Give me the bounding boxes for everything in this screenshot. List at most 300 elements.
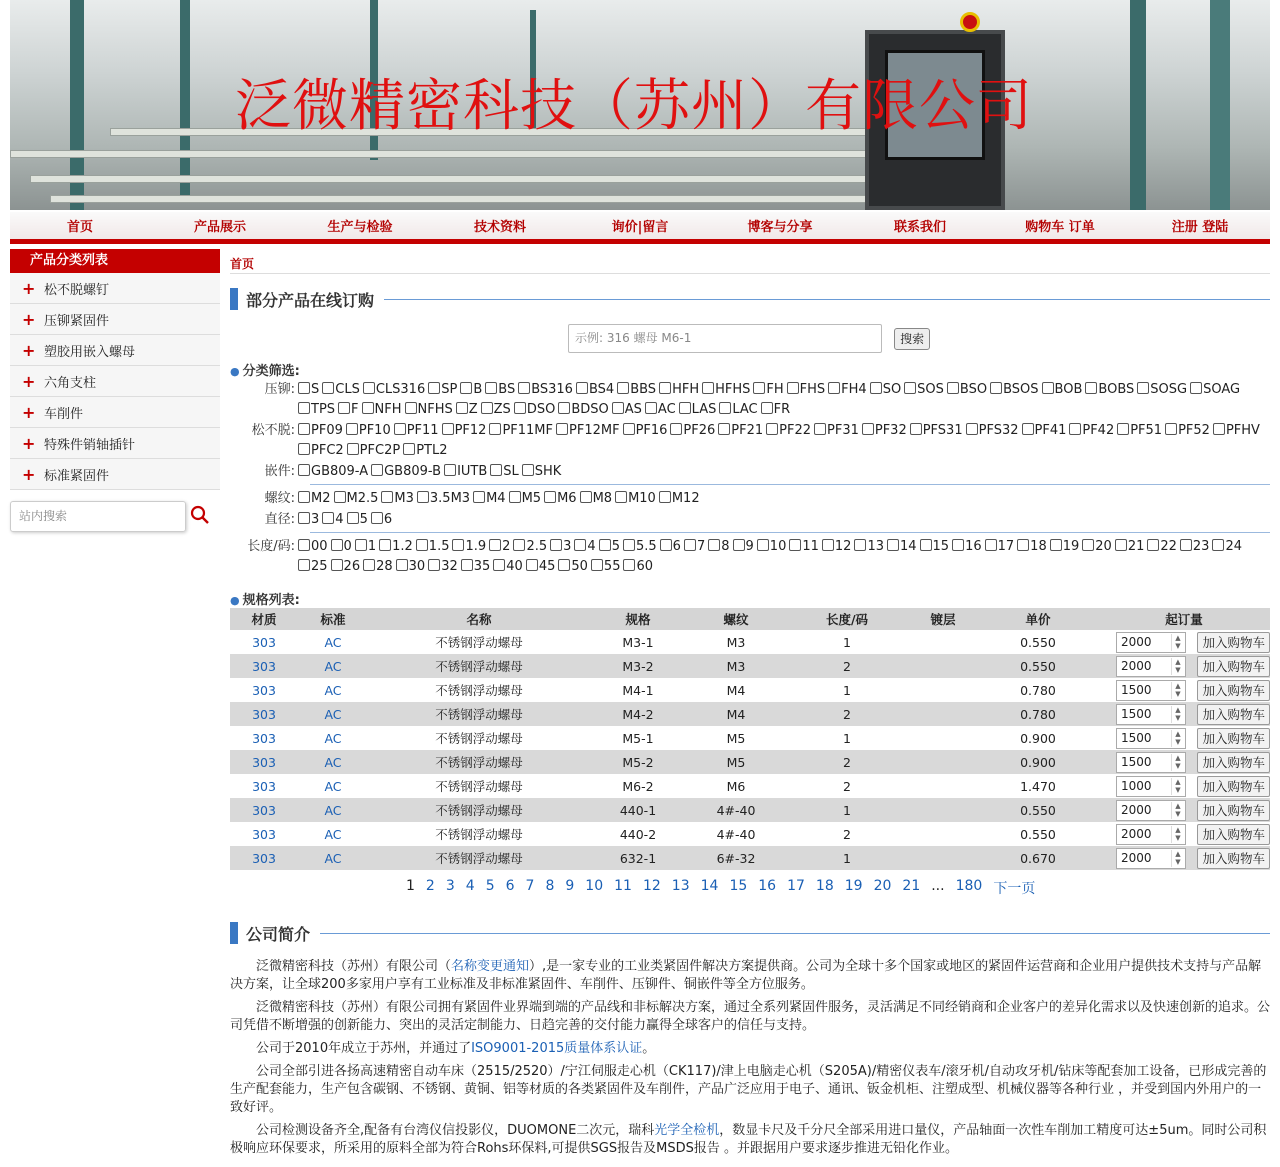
filter-option[interactable] xyxy=(428,557,458,577)
checkbox[interactable] xyxy=(719,402,731,414)
iso-cert-link[interactable]: ISO9001-2015质量体系认证 xyxy=(471,1041,643,1056)
page-link[interactable]: 11 xyxy=(614,878,632,894)
filter-option[interactable] xyxy=(456,400,478,420)
filter-option[interactable] xyxy=(814,421,859,441)
filter-option[interactable] xyxy=(1212,537,1242,557)
stepper-arrows-icon[interactable]: ▲ ▼ xyxy=(1171,778,1184,795)
page-link[interactable]: 2 xyxy=(425,878,435,894)
checkbox[interactable] xyxy=(1017,539,1029,551)
checkbox[interactable] xyxy=(659,491,671,503)
quantity-stepper[interactable] xyxy=(1116,752,1186,773)
checkbox[interactable] xyxy=(862,423,874,435)
add-to-cart-button[interactable]: 加入购物车 xyxy=(1197,752,1270,773)
filter-option[interactable] xyxy=(442,421,487,441)
checkbox[interactable] xyxy=(485,382,497,394)
product-search-button[interactable]: 搜索 xyxy=(894,328,930,350)
stepper-arrows-icon[interactable]: ▲ ▼ xyxy=(1171,802,1184,819)
filter-option[interactable] xyxy=(379,537,413,557)
checkbox[interactable] xyxy=(298,464,310,476)
filter-option[interactable] xyxy=(509,489,542,509)
quantity-stepper[interactable] xyxy=(1116,680,1186,701)
checkbox[interactable] xyxy=(331,539,343,551)
checkbox[interactable] xyxy=(1117,423,1129,435)
page-link[interactable]: 20 xyxy=(873,878,892,894)
checkbox[interactable] xyxy=(362,402,374,414)
checkbox[interactable] xyxy=(298,402,310,414)
checkbox[interactable] xyxy=(403,443,415,455)
filter-option[interactable] xyxy=(460,380,482,400)
filter-option[interactable] xyxy=(1082,537,1112,557)
filter-option[interactable] xyxy=(298,489,331,509)
material-link[interactable]: 303 xyxy=(252,682,276,698)
checkbox[interactable] xyxy=(623,559,635,571)
sidebar-category-item[interactable] xyxy=(10,459,220,490)
filter-option[interactable] xyxy=(452,537,486,557)
filter-option[interactable] xyxy=(405,400,453,420)
page-link[interactable]: 10 xyxy=(585,878,604,894)
checkbox[interactable] xyxy=(363,382,375,394)
filter-option[interactable] xyxy=(363,557,393,577)
nav-item[interactable]: 生产与检验 xyxy=(327,220,393,235)
nav-item[interactable]: 联系我们 xyxy=(893,220,946,235)
checkbox[interactable] xyxy=(416,539,428,551)
filter-option[interactable] xyxy=(489,421,553,441)
material-link[interactable]: 303 xyxy=(252,634,276,650)
checkbox[interactable] xyxy=(550,539,562,551)
filter-option[interactable] xyxy=(757,537,787,557)
filter-option[interactable] xyxy=(513,537,547,557)
filter-option[interactable] xyxy=(298,557,328,577)
filter-option[interactable] xyxy=(417,489,470,509)
filter-option[interactable] xyxy=(298,400,335,420)
filter-option[interactable] xyxy=(904,380,944,400)
sidebar-category-item[interactable] xyxy=(10,273,220,304)
checkbox[interactable] xyxy=(556,423,568,435)
add-to-cart-button[interactable]: 加入购物车 xyxy=(1197,632,1270,653)
sidebar-category-item[interactable] xyxy=(10,335,220,366)
filter-option[interactable] xyxy=(617,380,656,400)
filter-option[interactable] xyxy=(580,489,613,509)
checkbox[interactable] xyxy=(526,559,538,571)
stepper-arrows-icon[interactable]: ▲ ▼ xyxy=(1171,730,1184,747)
checkbox[interactable] xyxy=(428,559,440,571)
checkbox[interactable] xyxy=(623,423,635,435)
page-link[interactable]: 15 xyxy=(729,878,748,894)
checkbox[interactable] xyxy=(338,402,350,414)
filter-option[interactable] xyxy=(910,421,963,441)
filter-option[interactable] xyxy=(331,537,352,557)
checkbox[interactable] xyxy=(623,539,635,551)
stepper-arrows-icon[interactable]: ▲ ▼ xyxy=(1171,754,1184,771)
checkbox[interactable] xyxy=(346,423,358,435)
filter-option[interactable] xyxy=(363,380,425,400)
filter-option[interactable] xyxy=(576,380,614,400)
filter-option[interactable] xyxy=(947,380,987,400)
rename-notice-link[interactable]: 名称变更通知 xyxy=(451,959,530,974)
checkbox[interactable] xyxy=(518,382,530,394)
filter-option[interactable] xyxy=(490,462,519,482)
filter-option[interactable] xyxy=(493,557,523,577)
add-to-cart-button[interactable]: 加入购物车 xyxy=(1197,800,1270,821)
sidebar-category-item[interactable] xyxy=(10,304,220,335)
checkbox[interactable] xyxy=(1165,423,1177,435)
page-link[interactable]: 16 xyxy=(758,878,777,894)
checkbox[interactable] xyxy=(371,464,383,476)
checkbox[interactable] xyxy=(544,491,556,503)
checkbox[interactable] xyxy=(757,539,769,551)
filter-option[interactable] xyxy=(761,400,791,420)
checkbox[interactable] xyxy=(645,402,657,414)
filter-option[interactable] xyxy=(298,380,319,400)
filter-option[interactable] xyxy=(1042,380,1083,400)
checkbox[interactable] xyxy=(298,512,310,524)
filter-option[interactable] xyxy=(347,510,368,530)
filter-option[interactable] xyxy=(862,421,907,441)
standard-link[interactable]: AC xyxy=(324,682,342,698)
checkbox[interactable] xyxy=(490,464,502,476)
checkbox[interactable] xyxy=(1212,539,1224,551)
checkbox[interactable] xyxy=(985,539,997,551)
checkbox[interactable] xyxy=(347,443,359,455)
checkbox[interactable] xyxy=(1085,382,1097,394)
checkbox[interactable] xyxy=(966,423,978,435)
checkbox[interactable] xyxy=(854,539,866,551)
add-to-cart-button[interactable]: 加入购物车 xyxy=(1197,776,1270,797)
standard-link[interactable]: AC xyxy=(324,634,342,650)
page-link[interactable]: 18 xyxy=(815,878,834,894)
filter-option[interactable] xyxy=(612,400,642,420)
filter-option[interactable] xyxy=(334,489,379,509)
checkbox[interactable] xyxy=(355,539,367,551)
filter-option[interactable] xyxy=(990,380,1038,400)
filter-option[interactable] xyxy=(355,537,376,557)
checkbox[interactable] xyxy=(513,539,525,551)
filter-option[interactable] xyxy=(615,489,656,509)
filter-option[interactable] xyxy=(331,557,361,577)
nav-item[interactable]: 注册 登陆 xyxy=(1171,220,1229,235)
checkbox[interactable] xyxy=(920,539,932,551)
checkbox[interactable] xyxy=(659,382,671,394)
checkbox[interactable] xyxy=(828,382,840,394)
checkbox[interactable] xyxy=(1213,423,1225,435)
filter-option[interactable] xyxy=(381,489,414,509)
filter-option[interactable] xyxy=(887,537,917,557)
page-link[interactable]: 17 xyxy=(787,878,805,894)
checkbox[interactable] xyxy=(599,539,611,551)
standard-link[interactable]: AC xyxy=(324,778,342,794)
add-to-cart-button[interactable]: 加入购物车 xyxy=(1197,824,1270,845)
checkbox[interactable] xyxy=(363,559,375,571)
add-to-cart-button[interactable]: 加入购物车 xyxy=(1197,704,1270,725)
checkbox[interactable] xyxy=(702,382,714,394)
filter-option[interactable] xyxy=(1085,380,1134,400)
filter-option[interactable] xyxy=(322,510,343,530)
checkbox[interactable] xyxy=(814,423,826,435)
quantity-stepper[interactable] xyxy=(1116,632,1186,653)
checkbox[interactable] xyxy=(1137,382,1149,394)
filter-option[interactable] xyxy=(489,537,510,557)
filter-option[interactable] xyxy=(599,537,620,557)
quantity-stepper[interactable] xyxy=(1116,704,1186,725)
quantity-stepper[interactable] xyxy=(1116,848,1186,869)
page-link[interactable]: 3 xyxy=(445,878,455,894)
filter-option[interactable] xyxy=(702,380,750,400)
checkbox[interactable] xyxy=(660,539,672,551)
checkbox[interactable] xyxy=(444,464,456,476)
checkbox[interactable] xyxy=(381,491,393,503)
product-search-input[interactable]: 示例: 316 螺母 M6-1 xyxy=(568,324,882,353)
checkbox[interactable] xyxy=(489,423,501,435)
filter-option[interactable] xyxy=(485,380,515,400)
filter-option[interactable] xyxy=(522,462,562,482)
standard-link[interactable]: AC xyxy=(324,826,342,842)
next-page-link[interactable]: 下一页 xyxy=(993,881,1036,897)
checkbox[interactable] xyxy=(452,539,464,551)
page-link[interactable]: 21 xyxy=(902,878,921,894)
checkbox[interactable] xyxy=(456,402,468,414)
checkbox[interactable] xyxy=(1115,539,1127,551)
sidebar-category-item[interactable] xyxy=(10,397,220,428)
stepper-arrows-icon[interactable]: ▲ ▼ xyxy=(1171,634,1184,651)
filter-option[interactable] xyxy=(623,537,657,557)
quantity-stepper[interactable] xyxy=(1116,776,1186,797)
filter-option[interactable] xyxy=(645,400,676,420)
filter-option[interactable] xyxy=(623,557,653,577)
filter-option[interactable] xyxy=(473,489,506,509)
filter-option[interactable] xyxy=(394,421,439,441)
checkbox[interactable] xyxy=(461,559,473,571)
checkbox[interactable] xyxy=(1042,382,1054,394)
checkbox[interactable] xyxy=(822,539,834,551)
checkbox[interactable] xyxy=(670,423,682,435)
filter-option[interactable] xyxy=(1147,537,1177,557)
quantity-stepper[interactable] xyxy=(1116,728,1186,749)
checkbox[interactable] xyxy=(789,539,801,551)
filter-option[interactable] xyxy=(396,557,426,577)
checkbox[interactable] xyxy=(322,512,334,524)
checkbox[interactable] xyxy=(1022,423,1034,435)
filter-option[interactable] xyxy=(558,557,588,577)
material-link[interactable]: 303 xyxy=(252,730,276,746)
stepper-arrows-icon[interactable]: ▲ ▼ xyxy=(1171,850,1184,867)
checkbox[interactable] xyxy=(379,539,391,551)
filter-option[interactable] xyxy=(298,441,344,461)
filter-option[interactable] xyxy=(428,380,457,400)
checkbox[interactable] xyxy=(615,491,627,503)
nav-item[interactable]: 产品展示 xyxy=(193,220,246,235)
checkbox[interactable] xyxy=(753,382,765,394)
filter-option[interactable] xyxy=(1115,537,1145,557)
checkbox[interactable] xyxy=(904,382,916,394)
filter-option[interactable] xyxy=(985,537,1015,557)
filter-option[interactable] xyxy=(371,510,392,530)
checkbox[interactable] xyxy=(396,559,408,571)
checkbox[interactable] xyxy=(679,402,691,414)
checkbox[interactable] xyxy=(460,382,472,394)
checkbox[interactable] xyxy=(489,539,501,551)
filter-option[interactable] xyxy=(952,537,982,557)
filter-option[interactable] xyxy=(822,537,852,557)
checkbox[interactable] xyxy=(371,512,383,524)
checkbox[interactable] xyxy=(1082,539,1094,551)
filter-option[interactable] xyxy=(591,557,621,577)
filter-option[interactable] xyxy=(1137,380,1187,400)
checkbox[interactable] xyxy=(298,539,310,551)
checkbox[interactable] xyxy=(558,402,570,414)
page-link[interactable]: 4 xyxy=(465,878,475,894)
filter-option[interactable] xyxy=(766,421,811,441)
filter-option[interactable] xyxy=(481,400,511,420)
filter-option[interactable] xyxy=(526,557,556,577)
checkbox[interactable] xyxy=(576,382,588,394)
checkbox[interactable] xyxy=(298,559,310,571)
filter-option[interactable] xyxy=(1069,421,1114,441)
search-icon[interactable] xyxy=(190,505,210,525)
checkbox[interactable] xyxy=(887,539,899,551)
filter-option[interactable] xyxy=(1117,421,1162,441)
page-link[interactable]: 8 xyxy=(545,878,555,894)
filter-option[interactable] xyxy=(298,462,368,482)
checkbox[interactable] xyxy=(298,443,310,455)
checkbox[interactable] xyxy=(787,382,799,394)
checkbox[interactable] xyxy=(298,382,310,394)
quantity-stepper[interactable] xyxy=(1116,800,1186,821)
quantity-stepper[interactable] xyxy=(1116,824,1186,845)
material-link[interactable]: 303 xyxy=(252,778,276,794)
filter-option[interactable] xyxy=(1050,537,1080,557)
nav-item[interactable]: 技术资料 xyxy=(473,220,526,235)
filter-option[interactable] xyxy=(670,421,715,441)
checkbox[interactable] xyxy=(718,423,730,435)
checkbox[interactable] xyxy=(298,491,310,503)
filter-option[interactable] xyxy=(854,537,884,557)
page-link[interactable]: 19 xyxy=(844,878,863,894)
checkbox[interactable] xyxy=(514,402,526,414)
filter-option[interactable] xyxy=(362,400,402,420)
checkbox[interactable] xyxy=(417,491,429,503)
filter-option[interactable] xyxy=(1213,421,1260,441)
checkbox[interactable] xyxy=(322,382,334,394)
filter-option[interactable] xyxy=(623,421,668,441)
page-link[interactable]: 6 xyxy=(505,878,515,894)
checkbox[interactable] xyxy=(473,491,485,503)
filter-option[interactable] xyxy=(371,462,441,482)
filter-option[interactable] xyxy=(1022,421,1067,441)
checkbox[interactable] xyxy=(910,423,922,435)
checkbox[interactable] xyxy=(428,382,440,394)
filter-option[interactable] xyxy=(870,380,901,400)
checkbox[interactable] xyxy=(990,382,1002,394)
filter-option[interactable] xyxy=(322,380,360,400)
site-search-input[interactable]: 站内搜索 xyxy=(10,501,186,532)
filter-option[interactable] xyxy=(403,441,447,461)
checkbox[interactable] xyxy=(493,559,505,571)
checkbox[interactable] xyxy=(558,559,570,571)
filter-option[interactable] xyxy=(753,380,783,400)
nav-item[interactable]: 首页 xyxy=(66,220,93,235)
sidebar-category-item[interactable] xyxy=(10,366,220,397)
page-link[interactable]: 7 xyxy=(525,878,535,894)
material-link[interactable]: 303 xyxy=(252,802,276,818)
filter-option[interactable] xyxy=(708,537,729,557)
stepper-arrows-icon[interactable]: ▲ ▼ xyxy=(1171,658,1184,675)
filter-option[interactable] xyxy=(347,441,401,461)
filter-option[interactable] xyxy=(444,462,487,482)
filter-option[interactable] xyxy=(1180,537,1210,557)
checkbox[interactable] xyxy=(574,539,586,551)
filter-option[interactable] xyxy=(789,537,819,557)
filter-option[interactable] xyxy=(550,537,571,557)
standard-link[interactable]: AC xyxy=(324,850,342,866)
checkbox[interactable] xyxy=(1050,539,1062,551)
checkbox[interactable] xyxy=(684,539,696,551)
filter-option[interactable] xyxy=(544,489,577,509)
checkbox[interactable] xyxy=(298,423,310,435)
page-link[interactable]: 13 xyxy=(671,878,690,894)
breadcrumb[interactable]: 首页 xyxy=(230,250,1270,274)
checkbox[interactable] xyxy=(522,464,534,476)
checkbox[interactable] xyxy=(761,402,773,414)
filter-option[interactable] xyxy=(298,510,319,530)
filter-option[interactable] xyxy=(298,537,328,557)
filter-option[interactable] xyxy=(828,380,867,400)
standard-link[interactable]: AC xyxy=(324,754,342,770)
page-link[interactable]: 14 xyxy=(700,878,719,894)
nav-item[interactable]: 询价|留言 xyxy=(611,220,669,235)
filter-option[interactable] xyxy=(719,400,757,420)
standard-link[interactable]: AC xyxy=(324,730,342,746)
optical-inspection-link[interactable]: 光学全检机 xyxy=(654,1123,720,1138)
filter-option[interactable] xyxy=(733,537,754,557)
stepper-arrows-icon[interactable]: ▲ ▼ xyxy=(1171,682,1184,699)
filter-option[interactable] xyxy=(558,400,608,420)
checkbox[interactable] xyxy=(442,423,454,435)
standard-link[interactable]: AC xyxy=(324,706,342,722)
filter-option[interactable] xyxy=(920,537,950,557)
checkbox[interactable] xyxy=(334,491,346,503)
nav-item[interactable]: 购物车 订单 xyxy=(1025,220,1095,235)
page-link[interactable]: 12 xyxy=(642,878,661,894)
checkbox[interactable] xyxy=(347,512,359,524)
filter-option[interactable] xyxy=(660,537,681,557)
checkbox[interactable] xyxy=(580,491,592,503)
page-link[interactable]: 5 xyxy=(485,878,495,894)
standard-link[interactable]: AC xyxy=(324,658,342,674)
filter-option[interactable] xyxy=(514,400,556,420)
checkbox[interactable] xyxy=(952,539,964,551)
stepper-arrows-icon[interactable]: ▲ ▼ xyxy=(1171,826,1184,843)
filter-option[interactable] xyxy=(461,557,491,577)
filter-option[interactable] xyxy=(346,421,391,441)
filter-option[interactable] xyxy=(1190,380,1240,400)
checkbox[interactable] xyxy=(1180,539,1192,551)
filter-option[interactable] xyxy=(679,400,717,420)
filter-option[interactable] xyxy=(338,400,358,420)
filter-option[interactable] xyxy=(659,380,699,400)
stepper-arrows-icon[interactable]: ▲ ▼ xyxy=(1171,706,1184,723)
quantity-stepper[interactable] xyxy=(1116,656,1186,677)
checkbox[interactable] xyxy=(1147,539,1159,551)
checkbox[interactable] xyxy=(947,382,959,394)
checkbox[interactable] xyxy=(708,539,720,551)
add-to-cart-button[interactable]: 加入购物车 xyxy=(1197,848,1270,869)
filter-option[interactable] xyxy=(518,380,573,400)
nav-item[interactable]: 博客与分享 xyxy=(747,220,813,235)
material-link[interactable]: 303 xyxy=(252,706,276,722)
add-to-cart-button[interactable]: 加入购物车 xyxy=(1197,656,1270,677)
filter-option[interactable] xyxy=(1165,421,1210,441)
checkbox[interactable] xyxy=(766,423,778,435)
